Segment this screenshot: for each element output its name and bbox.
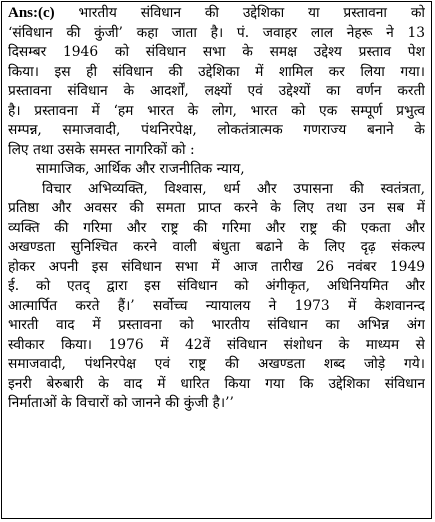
text-line-16: आत्मार्पित करते हैं।’ सर्वोच्च न्यायालय ने 1973 में केशवानन्द [8,297,425,314]
answer-text-block [1,1,432,519]
text-line-21: निर्माताओं के विचारों को जानने की कुंजी है।’’ [8,395,234,411]
text-line-1: Ans:(c) भारतीय संविधान की उद्देशिका या प्रस्तावना को [8,5,425,21]
text-line-17: भारती वाद में प्रस्तावना को भारतीय संविधान का अभिन्न अंग [8,317,425,333]
text-line-5: प्रस्तावना संविधान के आदर्शों, लक्ष्यों एवं उद्देश्यों का वर्णन करती [8,83,425,99]
text-line-13: अखण्डता सुनिश्चित करने वाली बंधुता बढाने के लिए दृढ़ संकल्प [8,239,425,255]
text-line-4: किया। इस ही संविधान की उद्देशिका में शामिल कर लिया गया। [8,63,425,80]
text-line-8: लिए तथा उसके समस्त नागरिकों को : [8,141,195,158]
text-line-9: सामाजिक, आर्थिक और राजनीतिक न्याय, [36,161,245,177]
text-line-14: होकर अपनी इस संविधान सभा में आज तारीख 26 नवंबर 1949 [8,258,425,275]
answer-label: Ans:(c) [8,5,55,21]
text-line-20: इनरी बेरुबारी के वाद में धारित किया गया कि उद्देशिका संविधान [8,375,425,392]
text-line-10: विचार अभिव्यक्ति, विश्वास, धर्म और उपासना की स्वतंत्रता, [42,180,425,197]
text-line-6: है। प्रस्तावना में ‘हम भारत के लोग, भारत को एक सम्पूर्ण प्रभुत्व [8,102,425,119]
text-line-7: सम्पन्न, समाजवादी, पंथनिरपेक्ष, लोकतंत्रात्मक गणराज्य बनाने के [8,122,425,138]
text-line-12: व्यक्ति की गरिमा और राष्ट्र की गरिमा और राष्ट्र की एकता और [8,219,425,236]
text-line-15: ई. को एतद् द्वारा इस संविधान को अंगीकृत, अधिनियमित और [8,278,425,294]
text-line-11: प्रतिष्ठा और अवसर की समता प्राप्त करने के लिए तथा उन सब में [8,200,425,216]
text-line-2: ‘संविधान की कुंजी’ कहा जाता है। पं. जवाहर लाल नेहरू ने 13 [8,24,425,41]
text-line-18: स्वीकार किया। 1976 में 42वें संविधान संशोधन के माध्यम से [8,336,425,353]
text-line-19: समाजवादी, पंथनिरपेक्ष एवं राष्ट्र की अखण्डता शब्द जोड़े गये। [8,356,425,372]
text-line-3: दिसम्बर 1946 को संविधान सभा के समक्ष उद्देश्य प्रस्ताव पेश [8,44,425,60]
